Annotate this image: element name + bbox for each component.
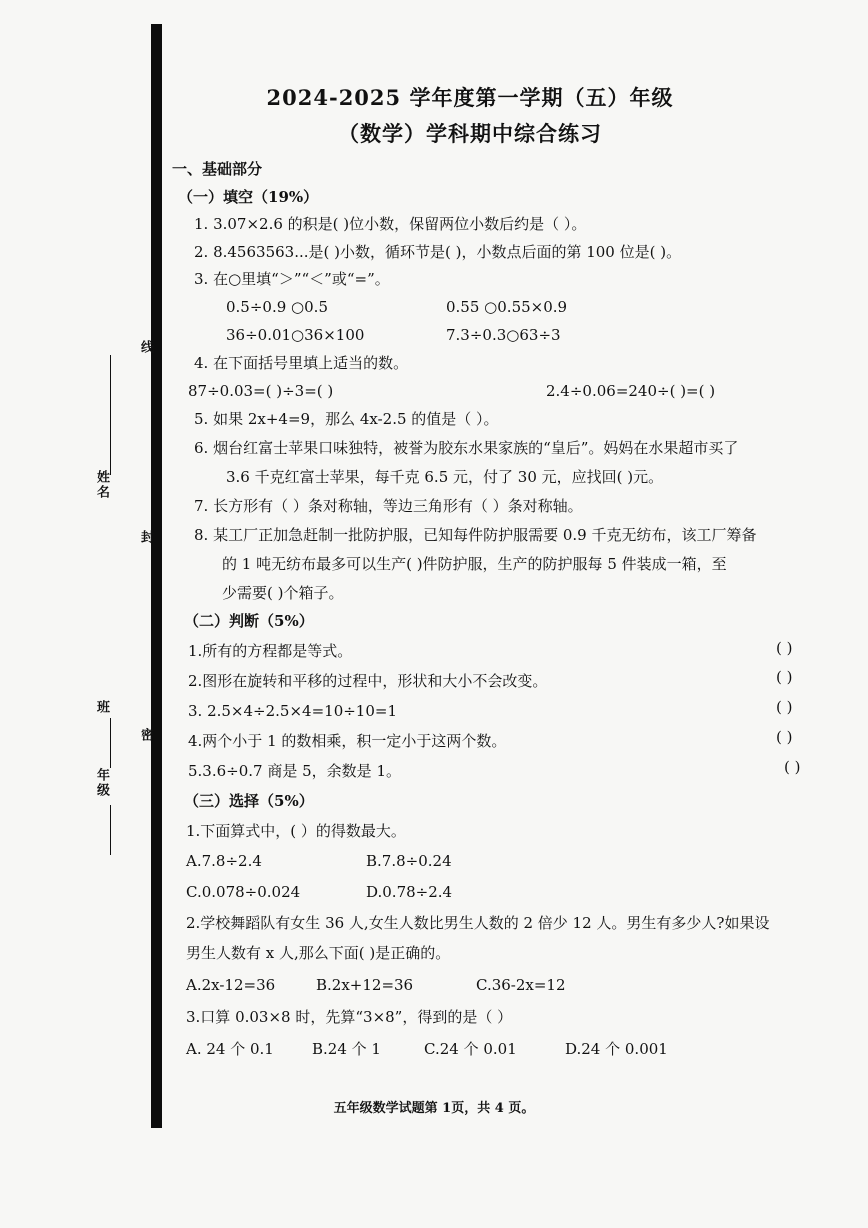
choice-q2-option-a: A.2x-12=36 <box>186 976 276 994</box>
judge-heading: （二）判断（5%） <box>184 612 314 630</box>
choice-q3-option-d: D.24 个 0.001 <box>565 1040 668 1058</box>
judge-item: 3. 2.5×4÷2.5×4=10÷10=1 <box>188 702 398 720</box>
fill-q4: 4. 在下面括号里填上适当的数。 <box>194 354 409 372</box>
choice-q2-option-c: C.36-2x=12 <box>476 976 566 994</box>
grade-underline <box>110 805 111 855</box>
fill-q6-line2: 3.6 千克红富士苹果，每千克 6.5 元，付了 30 元，应找回( )元。 <box>226 468 664 486</box>
choice-q1: 1.下面算式中，( ）的得数最大。 <box>186 822 406 840</box>
choice-q2-option-b: B.2x+12=36 <box>316 976 414 994</box>
choice-q3-option-a: A. 24 个 0.1 <box>186 1040 274 1058</box>
choice-q3-option-b: B.24 个 1 <box>312 1040 381 1058</box>
fill-q4-b: 2.4÷0.06=240÷( )=( ) <box>546 382 716 400</box>
fill-q2: 2. 8.4563563...是( )小数，循环节是( )，小数点后面的第 100 位是( )。 <box>194 243 682 261</box>
fill-q3-a: 0.5÷0.9 ○0.5 <box>226 298 328 316</box>
judge-answer-paren: ( ) <box>776 698 793 716</box>
choice-q2-line1: 2.学校舞蹈队有女生 36 人,女生人数比男生人数的 2 倍少 12 人。男生有多少人?如果设 <box>186 914 770 932</box>
class-underline <box>110 718 111 768</box>
section-basic-heading: 一、基础部分 <box>172 160 263 178</box>
fill-q3-d: 7.3÷0.3○63÷3 <box>446 326 561 344</box>
fill-q3-b: 0.55 ○0.55×0.9 <box>446 298 568 316</box>
page-footer: 五年级数学试题第 1页，共 4 页。 <box>333 1101 535 1116</box>
choice-q1-option-d: D.0.78÷2.4 <box>366 883 453 901</box>
fill-q1: 1. 3.07×2.6 的积是( )位小数，保留两位小数后约是（ ）。 <box>194 215 587 233</box>
binding-mark-xian: 线 <box>138 340 153 355</box>
fill-q8-line1: 8. 某工厂正加急赶制一批防护服，已知每件防护服需要 0.9 千克无纺布，该工厂筹备 <box>194 526 757 544</box>
name-label: 姓名 <box>94 470 109 500</box>
judge-item: 2.图形在旋转和平移的过程中，形状和大小不会改变。 <box>188 672 548 690</box>
fill-q6-line1: 6. 烟台红富士苹果口味独特，被誉为胶东水果家族的“皇后”。妈妈在水果超市买了 <box>194 439 739 457</box>
fill-q4-a: 87÷0.03=( )÷3=( ) <box>188 382 334 400</box>
judge-answer-paren: ( ) <box>776 728 793 746</box>
binding-mark-mi: 密 <box>138 728 153 743</box>
choice-q3-option-c: C.24 个 0.01 <box>424 1040 517 1058</box>
judge-item: 4.两个小于 1 的数相乘，积一定小于这两个数。 <box>188 732 507 750</box>
fill-heading: （一）填空（19%） <box>178 188 319 206</box>
fill-q8-line2: 的 1 吨无纺布最多可以生产( )件防护服，生产的防护服每 5 件装成一箱，至 <box>222 555 727 573</box>
judge-answer-paren: ( ) <box>784 758 801 776</box>
fill-q8-line3: 少需要( )个箱子。 <box>222 584 344 602</box>
choice-q1-option-a: A.7.8÷2.4 <box>186 852 262 870</box>
name-underline <box>110 355 111 475</box>
choice-q1-option-c: C.0.078÷0.024 <box>186 883 301 901</box>
judge-item: 5.3.6÷0.7 商是 5，余数是 1。 <box>188 762 401 780</box>
choice-q1-option-b: B.7.8÷0.24 <box>366 852 452 870</box>
fill-q7: 7. 长方形有（ ）条对称轴，等边三角形有（ ）条对称轴。 <box>194 497 583 515</box>
class-label: 班 <box>94 700 109 715</box>
judge-item: 1.所有的方程都是等式。 <box>188 642 353 660</box>
choice-q2-line2: 男生人数有 x 人,那么下面( )是正确的。 <box>186 944 451 962</box>
fill-q5: 5. 如果 2x+4=9，那么 4x-2.5 的值是（ ）。 <box>194 410 499 428</box>
exam-title-line1: 2024-2025 学年度第一学期（五）年级 <box>266 85 674 110</box>
fill-q3-c: 36÷0.01○36×100 <box>226 326 365 344</box>
exam-title-line2: （数学）学科期中综合练习 <box>338 121 602 146</box>
choice-heading: （三）选择（5%） <box>184 792 314 810</box>
fill-q3: 3. 在○里填“＞”“＜”或“=”。 <box>194 270 390 288</box>
judge-answer-paren: ( ) <box>776 668 793 686</box>
judge-answer-paren: ( ) <box>776 639 793 657</box>
choice-q3: 3.口算 0.03×8 时，先算“3×8”，得到的是（ ） <box>186 1008 513 1026</box>
binding-mark-feng: 封 <box>138 530 153 545</box>
grade-label: 年级 <box>94 768 109 798</box>
binding-bar <box>151 24 162 1128</box>
